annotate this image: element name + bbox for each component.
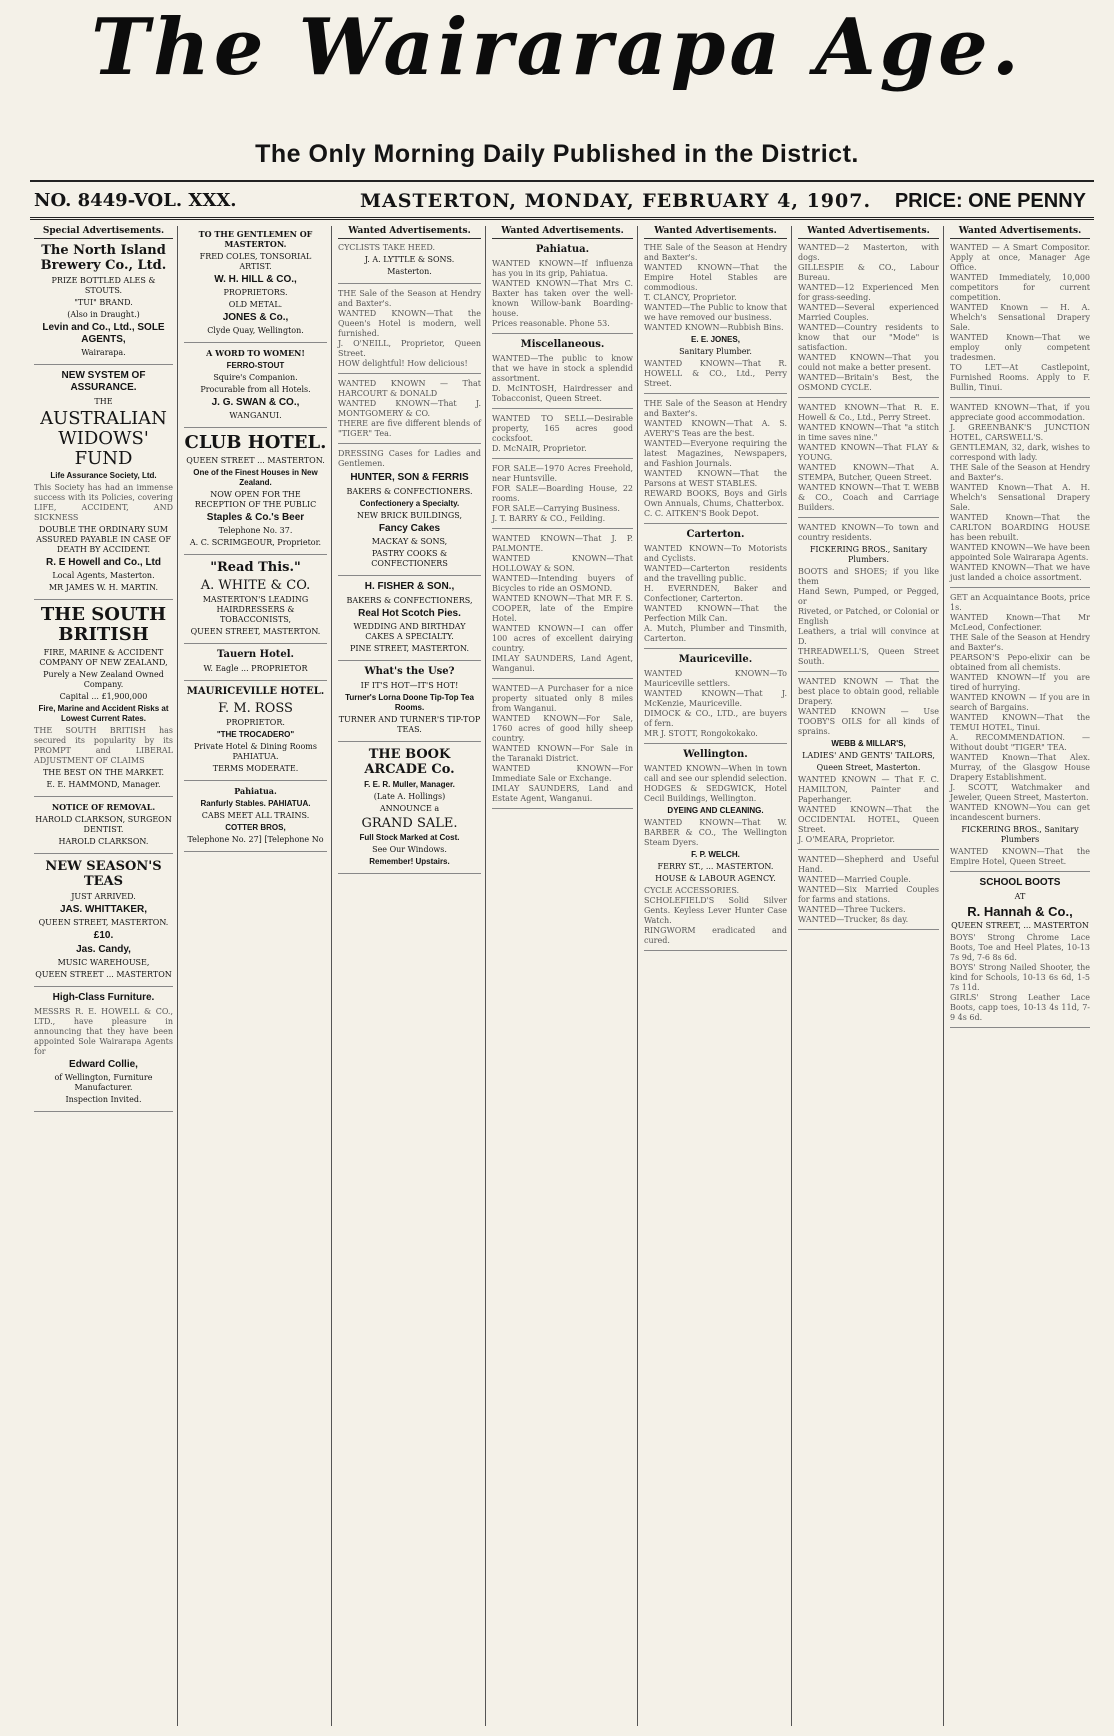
ad-body: WANTED KNOWN—That MR F. S. COOPER, late of the Empire Hotel. xyxy=(492,594,633,623)
ad-line: Clyde Quay, Wellington. xyxy=(207,326,304,335)
ad-body: WANTED KNOWN—That Mrs C. Baxter has taken over the well-known Willow-bank Boarding-house. xyxy=(492,279,633,318)
ad-body: DRESSING Cases for Ladies and Gentlemen. xyxy=(338,449,481,468)
ad-line: Confectionery a Specialty. xyxy=(359,499,460,508)
ad-body: J. O'NEILL, Proprietor, Queen Street. xyxy=(338,339,481,358)
ad-body: WANTED KNOWN—You can get incandescent burners. xyxy=(950,803,1090,822)
ad-body: FOR SALE—Carrying Business. xyxy=(492,504,620,513)
ad-body: This Society has had an immense success with its Policies, covering LIFE, ACCIDENT, AND SICKNESS xyxy=(34,483,173,522)
ad-line: QUEEN STREET, MASTERTON. xyxy=(38,918,169,927)
ad-whats-the-use xyxy=(338,666,481,742)
section-heading: Wellington. xyxy=(683,749,748,760)
ad-body: FOR SALE—1970 Acres Freehold, near Huntsville. xyxy=(492,464,633,483)
ad-line: Real Hot Scotch Pies. xyxy=(358,608,461,619)
ad-mauriceville xyxy=(644,669,787,744)
ad-heading: THE SOUTH BRITISH xyxy=(40,604,167,645)
ad-line: GRAND SALE. xyxy=(361,816,458,831)
ad-line: MACKAY & SONS, xyxy=(371,537,448,546)
ad-line: Private Hotel & Dining Rooms PAHIATUA. xyxy=(194,742,317,761)
ad-line: PINE STREET, MASTERTON. xyxy=(349,644,470,653)
ad-body: J. GREENBANK'S JUNCTION HOTEL, CARSWELL'S. xyxy=(950,423,1090,442)
ad-line: THE xyxy=(94,397,113,406)
ad-body: WANTED—Several experienced Married Couples. xyxy=(798,303,939,322)
ad-line: TERMS MODERATE. xyxy=(212,764,299,773)
ad-body: WANTED KNOWN — Use TOOBY'S OILS for all kinds of sprains. xyxy=(798,707,939,736)
ad-body: WANTED—2 Masterton, with dogs. xyxy=(798,243,939,262)
ad-body: WANTED KNOWN—That the TEMUI HOTEL, Tinui. xyxy=(950,713,1090,732)
ad-line: F. M. ROSS xyxy=(218,701,293,716)
ad-body: WANTED Known—That Mr McLeod, Confectioner. xyxy=(950,613,1090,632)
ad-read-this xyxy=(184,560,327,644)
ad-body: REWARD BOOKS, Boys and Girls Own Annuals, Chums, Chatterbox. xyxy=(644,489,787,508)
ad-body: D. McINTOSH, Hairdresser and Tobacconist, Queen Street. xyxy=(492,384,633,403)
ad-body: PEARSON'S Pepo-elixir can be obtained from all chemists. xyxy=(950,653,1090,672)
ad-body: H. EVERNDEN, Baker and Confectioner, Carterton. xyxy=(644,584,787,603)
ad-body: THE Sale of the Season at Hendry and Baxter's. xyxy=(644,243,787,262)
issue-number: NO. 8449-VOL. XXX. xyxy=(34,190,237,211)
ad-body: J. SCOTT, Watchmaker and Jeweler, Queen Street, Masterton. xyxy=(950,783,1090,802)
ad-heading: HUNTER, SON & FERRIS xyxy=(350,472,469,483)
section-heading: Carterton. xyxy=(686,529,745,540)
ad-body: FOR SALE—Boarding House, 22 rooms. xyxy=(492,484,633,503)
ad-line: Life Assurance Society, Ltd. xyxy=(50,471,157,480)
ad-body: D. McNAIR, Proprietor. xyxy=(492,444,587,453)
ad-body: WANTED KNOWN—Rubbish Bins. xyxy=(644,323,784,332)
ad-junction-hotel xyxy=(950,403,1090,588)
ad-line: MUSIC WAREHOUSE, xyxy=(57,958,150,967)
ad-body: WANTED KNOWN—That R. HOWELL & CO., Ltd., Perry Street. xyxy=(644,359,787,388)
ad-line: MASTERTON'S LEADING HAIRDRESSERS & TOBACCONISTS, xyxy=(202,595,309,624)
ad-heading: MAURICEVILLE HOTEL. xyxy=(186,686,325,697)
ad-line: COTTER BROS, xyxy=(225,823,286,832)
ad-body: WANTED KNOWN—That J. P. PALMONTE. xyxy=(492,534,633,553)
ad-wanted-known-4a xyxy=(492,534,633,679)
column-2 xyxy=(180,226,332,1726)
ad-compositor xyxy=(950,243,1090,398)
ad-ferro-stout xyxy=(184,348,327,428)
ad-line: Fancy Cakes xyxy=(378,523,441,534)
ad-notice-of-removal xyxy=(34,802,173,854)
ad-body: WANTED KNOWN—I can offer 100 acres of excellent dairying country. xyxy=(492,624,633,653)
ad-line: HOUSE & LABOUR AGENCY. xyxy=(655,874,776,883)
ad-body: WANTED KNOWN—That the Empire Hotel, Queen Street. xyxy=(950,847,1090,866)
ad-line: HAROLD CLARKSON. xyxy=(58,837,149,846)
ad-line: TURNER AND TURNER'S TIP-TOP TEAS. xyxy=(338,715,481,734)
ad-body: Riveted, or Patched, or Colonial or English xyxy=(798,607,939,626)
ad-body: WANTED KNOWN—To Mauriceville settlers. xyxy=(644,669,787,688)
ad-body: WANTED KNOWN—For Immediate Sale or Exchange. xyxy=(492,764,633,783)
ad-body: C. C. AITKEN'S Book Depot. xyxy=(644,509,759,518)
ad-body: WANTED KNOWN—We have been appointed Sole Wairarapa Agents. xyxy=(950,543,1090,562)
ad-pahiatua xyxy=(492,259,633,334)
ad-heading: NEW SYSTEM OF ASSURANCE. xyxy=(61,370,146,393)
ad-line: See Our Windows. xyxy=(372,845,447,854)
ad-line: OLD METAL. xyxy=(228,300,283,309)
ad-line: BAKERS & CONFECTIONERS, xyxy=(346,596,473,605)
ad-line: of Wellington, Furniture Manufacturer. xyxy=(54,1073,153,1092)
ad-heading: A WORD TO WOMEN! xyxy=(206,348,305,358)
ad-body: TO LET—At Castlepoint, Furnished Rooms. Apply to F. Bullin, Tinui. xyxy=(950,363,1090,392)
ad-line: E. E. HAMMOND, Manager. xyxy=(46,780,161,789)
ad-body: MESSRS R. E. HOWELL & CO., LTD., have pleasure in announcing that they have been appointed Sole Wairarapa Agents for xyxy=(34,1007,173,1056)
ad-line: F. P. WELCH. xyxy=(691,850,740,859)
ad-mauriceville-hotel xyxy=(184,686,327,781)
ad-body: WANTED KNOWN—That we have just landed a choice assortment. xyxy=(950,563,1090,582)
ad-line: R. E Howell and Co., Ltd xyxy=(46,557,161,568)
ad-heading: "Read This." xyxy=(210,560,301,575)
ad-body: WANTED KNOWN—That A. S. AVERY'S Teas are the best. xyxy=(644,419,787,438)
ad-body: GILLESPIE & CO., Labour Bureau. xyxy=(798,263,939,282)
ad-line: J. G. SWAN & CO., xyxy=(211,397,300,408)
ad-wellington xyxy=(644,764,787,951)
ad-body: WANTED KNOWN—That W. BARBER & CO., The Wellington Steam Dyers. xyxy=(644,818,787,847)
ad-school-boots xyxy=(950,877,1090,1028)
ad-line: Full Stock Marked at Cost. xyxy=(359,833,460,842)
ad-body: WANTED KNOWN—That the Queen's Hotel is modern, well furnished. xyxy=(338,309,481,338)
ad-line: Local Agents, Masterton. xyxy=(52,571,155,580)
ad-body: A. RECOMMENDATION. — Without doubt "TIGER" TEA. xyxy=(950,733,1090,752)
ad-line: QUEEN STREET ... MASTERTON. xyxy=(186,456,325,465)
ad-north-island-brewery xyxy=(34,243,173,365)
ad-body: WANTED KNOWN—That R. E. Howell & Co., Ltd., Perry Street. xyxy=(798,403,939,422)
ad-line: £10. xyxy=(93,930,114,941)
ad-body: WANTED KNOWN—That J. McKenzie, Mauriceville. xyxy=(644,689,787,708)
ad-body: WANTED KNOWN—That the Empire Hotel Stables are commodious. xyxy=(644,263,787,292)
ad-line: MR JAMES W. H. MARTIN. xyxy=(48,583,159,592)
tagline: The Only Morning Daily Published in the District. xyxy=(255,140,859,168)
column-4 xyxy=(488,226,638,1726)
ad-wanted-workers xyxy=(798,855,939,930)
ad-line: HAROLD CLARKSON, SURGEON DENTIST. xyxy=(35,815,172,834)
ad-australian-widows-fund xyxy=(34,370,173,600)
ad-line: W. Eagle ... PROPRIETOR xyxy=(203,664,308,673)
ad-body: WANTED KNOWN—That A. STEMPA, Butcher, Queen Street. xyxy=(798,463,939,482)
ad-body: T. CLANCY, Proprietor. xyxy=(644,293,737,302)
ad-line: CABS MEET ALL TRAINS. xyxy=(201,811,310,820)
ad-line: Jas. Candy, xyxy=(76,944,131,955)
ad-line: DYEING AND CLEANING. xyxy=(667,806,764,815)
ad-body: WANTED KNOWN — That HARCOURT & DONALD xyxy=(338,379,481,398)
section-heading: Mauriceville. xyxy=(678,654,753,665)
ad-heading: TO THE GENTLEMEN OF MASTERTON. xyxy=(198,229,313,249)
price: PRICE: ONE PENNY xyxy=(894,190,1086,212)
ad-high-class-furniture xyxy=(34,992,173,1112)
ad-line: JUST ARRIVED. xyxy=(71,892,136,901)
ad-heading: Tauern Hotel. xyxy=(217,649,294,660)
ad-body: WANTED—Trucker, 8s day. xyxy=(798,915,909,924)
ad-body: WANTED KNOWN—To town and country residents. xyxy=(798,523,939,542)
ad-line: WEDDING AND BIRTHDAY CAKES A SPECIALTY. xyxy=(353,622,466,641)
ad-body: WANTED KNOWN—That T. WEBB & CO., Coach and Carriage Builders. xyxy=(798,483,939,512)
ad-line: JAS. WHITTAKER, xyxy=(59,904,148,915)
ad-labour-bureau xyxy=(798,243,939,398)
column-header: Wanted Advertisements. xyxy=(950,226,1090,239)
ad-body: WANTED KNOWN—That the Perfection Milk Can. xyxy=(644,604,787,623)
ad-line: Remember! Upstairs. xyxy=(369,857,450,866)
column-header: Wanted Advertisements. xyxy=(644,226,787,239)
ad-heading: What's the Use? xyxy=(364,666,455,677)
columns xyxy=(30,226,1094,1726)
ad-line: PROPRIETORS. xyxy=(223,288,288,297)
column-7 xyxy=(946,226,1094,1726)
ad-body: HOW delightful! How delicious! xyxy=(338,359,468,368)
ad-body: RINGWORM eradicated and cured. xyxy=(644,926,787,945)
ad-body: J. T. BARRY & CO., Feilding. xyxy=(492,514,606,523)
ad-line: AUSTRALIAN WIDOWS' FUND xyxy=(40,408,167,469)
ad-body: WANTED KNOWN—That J. MONTGOMERY & CO. xyxy=(338,399,481,418)
ad-body: WANTED—Country residents to know that our "Mode" is satisfaction. xyxy=(798,323,939,352)
ad-misc-col7 xyxy=(950,593,1090,872)
ad-body: WANTED—Three Tuckers. xyxy=(798,905,906,914)
ad-body: WANTED KNOWN—That you could not make a better present. xyxy=(798,353,939,372)
ad-line: PROPRIETOR. xyxy=(226,718,285,727)
ad-line: "THE TROCADERO" xyxy=(216,730,295,739)
ad-body: WANTED Known—That Alex. Murray, of the Glasgow House Drapery Establishment. xyxy=(950,753,1090,782)
ad-body: MR J. STOTT, Rongokokako. xyxy=(644,729,758,738)
ad-body: WANTED Known—That we employ only competent tradesmen. xyxy=(950,333,1090,362)
ad-body: WANTED—Carterton residents and the travelling public. xyxy=(644,564,787,583)
ad-body: WANTED—Married Couple. xyxy=(798,875,911,884)
ad-line: Masterton. xyxy=(387,267,432,276)
ad-line: Telephone No. 27] [Telephone No xyxy=(187,835,324,844)
ad-line: Sanitary Plumber. xyxy=(679,347,752,356)
ad-harcourt-donald xyxy=(338,379,481,444)
ad-line: FIRE, MARINE & ACCIDENT COMPANY OF NEW ZEALAND, xyxy=(39,648,168,667)
ad-body: WANTED KNOWN—That the OCCIDENTAL HOTEL, Queen Street. xyxy=(798,805,939,834)
ad-line: A. C. SCRIMGEOUR, Proprietor. xyxy=(189,538,322,547)
ad-body: WANTED KNOWN—That the Parsons at WEST STABLES. xyxy=(644,469,787,488)
ad-body: WANTED—The Public to know that we have removed our business. xyxy=(644,303,787,322)
ad-line: W. H. HILL & CO., xyxy=(214,274,297,285)
ad-body: WANTED KNOWN — That F. C. HAMILTON, Painter and Paperhanger. xyxy=(798,775,939,804)
ad-body: DIMOCK & CO., LTD., are buyers of fern. xyxy=(644,709,787,728)
ad-tauern-hotel xyxy=(184,649,327,681)
ad-body: WANTED KNOWN—To Motorists and Cyclists. xyxy=(644,544,787,563)
ad-body: GET an Acquaintance Boots, price 1s. xyxy=(950,593,1090,612)
ad-body: GENTLEMAN, 32, dark, wishes to correspond with lady. xyxy=(950,443,1090,462)
column-header: Wanted Advertisements. xyxy=(492,226,633,239)
ad-body: WANTED KNOWN—When in town call and see our splendid selection. xyxy=(644,764,787,783)
ad-line: A. WHITE & CO. xyxy=(200,578,311,593)
ad-heading: H. FISHER & SON., xyxy=(364,581,455,592)
ad-club-hotel xyxy=(184,433,327,555)
ad-line: FERRY ST., ... MASTERTON. xyxy=(657,862,774,871)
ad-body: WANTED Known—That A. H. Whelch's Sensational Drapery Sale. xyxy=(950,483,1090,512)
ad-body: WANTED—Britain's Best, the OSMOND CYCLE. xyxy=(798,373,939,392)
ad-body: Hand Sewn, Pumped, or Pegged, or xyxy=(798,587,939,606)
ad-body: SCHOLEFIELD'S Solid Silver Gents. Keyless Lever Hunter Case Watch. xyxy=(644,896,787,925)
ad-line: (Also in Draught.) xyxy=(67,310,140,319)
ad-queens-hotel xyxy=(338,289,481,374)
ad-line: (Late A. Hollings) xyxy=(373,792,446,801)
ad-line: Purely a New Zealand Owned Company. xyxy=(43,670,164,689)
ad-line: Wairarapa. xyxy=(81,348,126,357)
ad-body: A. Mutch, Plumber and Tinsmith, Carterton. xyxy=(644,624,787,643)
ad-line: LADIES' AND GENTS' TAILORS, xyxy=(802,751,935,760)
ad-body: BOYS' Strong Nailed Shooter, the kind for Schools, 10-13 6s 6d, 1-5 7s 11d. xyxy=(950,963,1090,992)
ad-empire-hotel xyxy=(644,243,787,394)
ad-line: PRIZE BOTTLED ALES & STOUTS. xyxy=(51,276,156,295)
ad-body: WANTED KNOWN—That HOLLOWAY & SON. xyxy=(492,554,633,573)
ad-line: FRED COLES, TONSORIAL ARTIST. xyxy=(199,252,312,271)
ad-line: QUEEN STREET ... MASTERTON xyxy=(35,970,172,979)
ad-h-fisher-son xyxy=(338,581,481,661)
ad-body: BOOTS and SHOES; if you like them xyxy=(798,567,939,586)
column-1 xyxy=(30,226,178,1726)
ad-line: J. A. LYTTLE & SONS. xyxy=(364,255,455,264)
ad-heading: CLUB HOTEL. xyxy=(184,432,327,453)
ad-body: THE SOUTH BRITISH has secured its popularity by its PROMPT and LIBERAL ADJUSTMENT OF CLAIMS xyxy=(34,726,173,765)
ad-body: THE Sale of the Season at Hendry and Baxter's. xyxy=(950,633,1090,652)
ad-body: WANTED—Everyone requiring the latest Magazines, Newspapers, and Fashion Journals. xyxy=(644,439,787,468)
place-date: MASTERTON, MONDAY, FEBRUARY 4, 1907. xyxy=(360,190,872,212)
ad-body: THE Sale of the Season at Hendry and Baxter's. xyxy=(338,289,481,308)
ad-boots-and-shoes xyxy=(798,523,939,672)
ad-body: WANTED KNOWN — That the best place to obtain good, reliable Drapery. xyxy=(798,677,939,706)
ad-body: WANTED KNOWN — If you are in search of Bargains. xyxy=(950,693,1090,712)
ad-body: GIRLS' Strong Leather Lace Boots, capp toes, 10-13 4s 11d, 7-9 4s 6d. xyxy=(950,993,1090,1022)
ad-ranfurly-stables xyxy=(184,786,327,852)
section-heading: Miscellaneous. xyxy=(520,339,605,350)
ad-line: QUEEN STREET, ... MASTERTON xyxy=(951,921,1089,930)
ad-line: Squire's Companion. xyxy=(213,373,298,382)
ad-line: "TUI" BRAND. xyxy=(74,298,133,307)
ad-tonsorial-artist xyxy=(184,229,327,343)
ad-carterton xyxy=(644,544,787,649)
ad-body: WANTED KNOWN—That FLAY & YOUNG. xyxy=(798,443,939,462)
ad-line: BAKERS & CONFECTIONERS. xyxy=(346,487,473,496)
ad-line: FICKERING BROS., Sanitary Plumbers xyxy=(961,825,1079,844)
masthead xyxy=(0,0,1114,96)
ad-line: Procurable from all Hotels. xyxy=(200,385,311,394)
ad-cyclists xyxy=(338,243,481,284)
ad-heading: Pahiatua. xyxy=(234,786,277,796)
ad-body: IMLAY SAUNDERS, Land Agent, Wanganui. xyxy=(492,654,633,673)
ad-body: WANTED Known — H. A. Whelch's Sensational Drapery Sale. xyxy=(950,303,1090,332)
ad-line: IF IT'S HOT—IT'S HOT! xyxy=(360,681,459,690)
ad-line: WANGANUI. xyxy=(229,411,282,420)
ad-body: THERE are five different blends of "TIGER" Tea. xyxy=(338,419,481,438)
ad-new-seasons-teas xyxy=(34,859,173,987)
ad-line: JONES & Co., xyxy=(222,312,289,323)
ad-line: NOW OPEN FOR THE RECEPTION OF THE PUBLIC xyxy=(194,490,317,509)
column-5 xyxy=(640,226,792,1726)
ad-line: PASTRY COOKS & CONFECTIONERS xyxy=(371,549,448,568)
ad-line: AT xyxy=(1014,892,1026,901)
ad-line: QUEEN STREET, MASTERTON. xyxy=(190,627,321,636)
ad-for-sale xyxy=(492,464,633,529)
ad-body: WANTED KNOWN—If influenza has you in its grip, Pahiatua. xyxy=(492,259,633,278)
ad-wanted-to-sell xyxy=(492,414,633,459)
ad-body: Leathers, a trial will convince at D. xyxy=(798,627,939,646)
ad-body: WANTED KNOWN—If you are tired of hurrying. xyxy=(950,673,1090,692)
column-header: Wanted Advertisements. xyxy=(338,226,481,239)
ad-line: Inspection Invited. xyxy=(65,1095,142,1104)
ad-line: Queen Street, Masterton. xyxy=(816,763,921,772)
ad-heading: High-Class Furniture. xyxy=(52,992,155,1003)
ad-heading: SCHOOL BOOTS xyxy=(979,877,1061,888)
newspaper-title: The Wairarapa Age. xyxy=(91,2,1023,93)
ad-line: Staples & Co.'s Beer xyxy=(206,512,305,523)
ad-line: ANNOUNCE a xyxy=(379,804,440,813)
ad-line: NEW BRICK BUILDINGS, xyxy=(356,511,463,520)
ad-howell-perry-street xyxy=(798,403,939,518)
ad-heading: The North Island Brewery Co., Ltd. xyxy=(40,243,167,273)
ad-line: F. E. R. Muller, Manager. xyxy=(364,780,455,789)
dateline xyxy=(30,180,1094,220)
ad-line: WEBB & MILLAR'S, xyxy=(831,739,906,748)
ad-body: WANTED—12 Experienced Men for grass-seeding. xyxy=(798,283,939,302)
ad-webb-millar xyxy=(798,677,939,850)
ad-line: DOUBLE THE ORDINARY SUM ASSURED PAYABLE IN CASE OF DEATH BY ACCIDENT. xyxy=(36,525,171,554)
ad-body: WANTED—The public to know that we have in stock a splendid assortment. xyxy=(492,354,633,383)
ad-body: WANTED—Intending buyers of Bicycles to ride an OSMOND. xyxy=(492,574,633,593)
ad-body: HODGES & SEDGWICK, Hotel Cecil Buildings, Wellington. xyxy=(644,784,787,803)
ad-avery-teas xyxy=(644,399,787,524)
ad-body: WANTED Immediately, 10,000 competitors for current competition. xyxy=(950,273,1090,302)
ad-heading: NEW SEASON'S TEAS xyxy=(45,859,162,889)
column-header: Wanted Advertisements. xyxy=(798,226,939,239)
ad-body: BOYS' Strong Chrome Lace Boots, Toe and Heel Plates, 10-13 7s 9d, 7-6 8s 6d. xyxy=(950,933,1090,962)
ad-heading: THE BOOK ARCADE Co. xyxy=(364,747,455,777)
ad-line: R. Hannah & Co., xyxy=(967,904,1073,919)
ad-body: WANTED KNOWN—For Sale, 1760 acres of good hilly sheep country. xyxy=(492,714,633,743)
ad-south-british xyxy=(34,605,173,797)
ad-body: J. O'MEARA, Proprietor. xyxy=(798,835,895,844)
ad-mcintosh xyxy=(492,354,633,409)
ad-line: Edward Collie, xyxy=(69,1059,138,1070)
ad-line: Telephone No. 37. xyxy=(218,526,293,535)
ad-line: FERRO-STOUT xyxy=(226,361,285,370)
ad-body: THREADWELL'S, Queen Street South. xyxy=(798,647,939,666)
section-heading: Pahiatua. xyxy=(535,244,590,255)
ad-body: WANTED KNOWN—For Sale in the Taranaki District. xyxy=(492,744,633,763)
ad-body: THE Sale of the Season at Hendry and Baxter's. xyxy=(644,399,787,418)
ad-body: WANTED—Six Married Couples for farms and stations. xyxy=(798,885,939,904)
column-3 xyxy=(334,226,486,1726)
ad-line: FICKERING BROS., Sanitary Plumbers. xyxy=(809,545,928,564)
ad-hunter-son-ferris xyxy=(338,449,481,576)
ad-body: WANTED KNOWN—That "a stitch in time saves nine." xyxy=(798,423,939,442)
ad-body: WANTED—A Purchaser for a nice property situated only 8 miles from Wanganui. xyxy=(492,684,633,713)
ad-line: Fire, Marine and Accident Risks at Lowest Current Rates. xyxy=(38,704,169,723)
ad-book-arcade xyxy=(338,747,481,874)
ad-body: WANTED KNOWN—That, if you appreciate good accommodation. xyxy=(950,403,1090,422)
ad-body: CYCLE ACCESSORIES. xyxy=(644,886,740,895)
ad-body: CYCLISTS TAKE HEED. xyxy=(338,243,436,252)
ad-line: Capital ... £1,900,000 xyxy=(59,692,148,701)
ad-body: IMLAY SAUNDERS, Land and Estate Agent, Wanganui. xyxy=(492,784,633,803)
ad-body: WANTED TO SELL—Desirable property, 165 acres good cocksfoot. xyxy=(492,414,633,443)
ad-wanted-known-4b xyxy=(492,684,633,809)
ad-line: One of the Finest Houses in New Zealand. xyxy=(193,468,318,487)
ad-body: THE Sale of the Season at Hendry and Baxter's. xyxy=(950,463,1090,482)
column-header: Special Advertisements. xyxy=(34,226,173,239)
ad-body: WANTED — A Smart Compositor. Apply at once, Manager Age Office. xyxy=(950,243,1090,272)
ad-body: WANTED—Shepherd and Useful Hand. xyxy=(798,855,939,874)
ad-line: Levin and Co., Ltd., SOLE AGENTS, xyxy=(42,322,165,345)
ad-heading: NOTICE OF REMOVAL. xyxy=(51,802,156,812)
ad-body: Prices reasonable. Phone 53. xyxy=(492,319,610,328)
ad-body: WANTED Known—That the CARLTON BOARDING HOUSE has been rebuilt. xyxy=(950,513,1090,542)
ad-line: THE BEST ON THE MARKET. xyxy=(42,768,165,777)
ad-line: Ranfurly Stables. PAHIATUA. xyxy=(200,799,311,808)
ad-line: Turner's Lorna Doone Tip-Top Tea Rooms. xyxy=(345,693,474,712)
column-6 xyxy=(794,226,944,1726)
ad-line: E. E. JONES, xyxy=(691,335,740,344)
